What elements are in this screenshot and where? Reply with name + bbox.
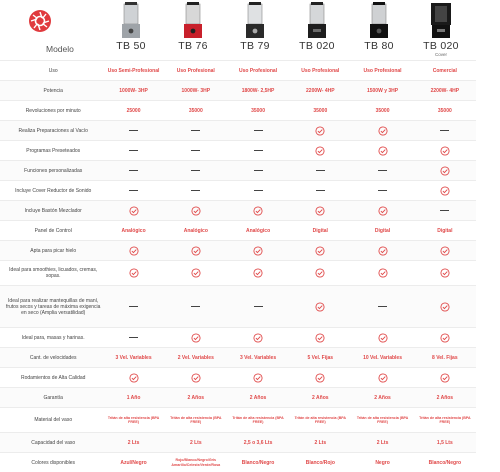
cell-dash bbox=[102, 181, 164, 201]
cell-value: Analógico bbox=[227, 221, 289, 241]
cell-value: 2 Años bbox=[351, 388, 413, 408]
check-icon bbox=[440, 146, 450, 156]
cell-dash bbox=[414, 201, 476, 221]
cell-value: 2200W- 4HP bbox=[414, 81, 476, 101]
row-label: Capacidad del vaso bbox=[0, 433, 102, 453]
table-row bbox=[0, 348, 476, 368]
cell-value: Tritán de alta resistencia (BPA FREE) bbox=[414, 408, 476, 433]
check-icon bbox=[378, 126, 388, 136]
check-icon bbox=[440, 333, 450, 343]
table-row bbox=[0, 408, 476, 433]
cell-dash bbox=[102, 328, 164, 348]
check-icon bbox=[191, 206, 201, 216]
cell-value: Analógico bbox=[102, 221, 164, 241]
row-label: Incluye Cover Reductor de Sonido bbox=[0, 181, 102, 201]
cell-value: 35000 bbox=[289, 101, 351, 121]
cell-check bbox=[227, 328, 289, 348]
cell-value: 2 Años bbox=[165, 388, 227, 408]
cell-value: 1 Año bbox=[102, 388, 164, 408]
cell-value: Tritán de alta resistencia (BPA FREE) bbox=[351, 408, 413, 433]
cell-value: Digital bbox=[351, 221, 413, 241]
table-row bbox=[0, 241, 476, 261]
table-row bbox=[0, 221, 476, 241]
check-icon bbox=[315, 206, 325, 216]
check-icon bbox=[253, 246, 263, 256]
table-row bbox=[0, 261, 476, 286]
cell-check bbox=[227, 261, 289, 286]
dash-icon bbox=[129, 170, 138, 171]
cell-check bbox=[227, 201, 289, 221]
dash-icon bbox=[440, 130, 449, 131]
cell-dash bbox=[165, 141, 227, 161]
blender-image-icon bbox=[365, 2, 393, 40]
cell-check bbox=[289, 141, 351, 161]
cell-dash bbox=[165, 121, 227, 141]
check-icon bbox=[440, 246, 450, 256]
cell-value: Uso Profesional bbox=[351, 61, 413, 81]
cell-dash bbox=[165, 181, 227, 201]
cell-value: 2,5 o 3,6 Lts bbox=[227, 433, 289, 453]
cell-check bbox=[102, 261, 164, 286]
dash-icon bbox=[191, 170, 200, 171]
check-icon bbox=[378, 206, 388, 216]
cell-check bbox=[102, 201, 164, 221]
row-label: Colores disponibles bbox=[0, 453, 102, 472]
cell-dash bbox=[227, 121, 289, 141]
product-name: TB 020 bbox=[286, 40, 348, 52]
check-icon bbox=[440, 186, 450, 196]
check-icon bbox=[378, 246, 388, 256]
cell-check bbox=[414, 286, 476, 328]
blender-image-icon bbox=[241, 2, 269, 40]
brand-logo-icon bbox=[29, 10, 51, 32]
cell-value: 5 Vel. Fijas bbox=[289, 348, 351, 368]
cell-value: 1,5 Lts bbox=[414, 433, 476, 453]
table-row bbox=[0, 101, 476, 121]
dash-icon bbox=[440, 210, 449, 211]
dash-icon bbox=[129, 150, 138, 151]
row-label: Realiza Preparaciones al Vacío bbox=[0, 121, 102, 141]
check-icon bbox=[378, 373, 388, 383]
cell-dash bbox=[351, 181, 413, 201]
table-row bbox=[0, 368, 476, 388]
dash-icon bbox=[254, 306, 263, 307]
dash-icon bbox=[191, 150, 200, 151]
cell-value: 2 Lts bbox=[289, 433, 351, 453]
check-icon bbox=[378, 146, 388, 156]
row-label: Apta para picar hielo bbox=[0, 241, 102, 261]
cell-value: Blanco/Rojo bbox=[289, 453, 351, 472]
row-label: Potencia bbox=[0, 81, 102, 101]
blender-image-icon bbox=[117, 2, 145, 40]
blender-image-icon bbox=[427, 2, 455, 40]
row-label: Programas Preseteados bbox=[0, 141, 102, 161]
check-icon bbox=[129, 246, 139, 256]
product-tb79 bbox=[224, 0, 286, 58]
product-tb50 bbox=[100, 0, 162, 58]
dash-icon bbox=[254, 190, 263, 191]
dash-icon bbox=[129, 130, 138, 131]
cell-value: Negro bbox=[351, 453, 413, 472]
cell-dash bbox=[227, 141, 289, 161]
dash-icon bbox=[378, 190, 387, 191]
table-row bbox=[0, 328, 476, 348]
check-icon bbox=[253, 373, 263, 383]
cell-value: 25000 bbox=[102, 101, 164, 121]
row-label: Incluye Bastón Mezclador bbox=[0, 201, 102, 221]
table-row bbox=[0, 201, 476, 221]
table-row bbox=[0, 61, 476, 81]
dash-icon bbox=[316, 190, 325, 191]
cell-value: 10 Vel. Variables bbox=[351, 348, 413, 368]
cell-check bbox=[165, 261, 227, 286]
cell-dash bbox=[227, 161, 289, 181]
check-icon bbox=[253, 206, 263, 216]
dash-icon bbox=[129, 337, 138, 338]
cell-value: 2 Lts bbox=[102, 433, 164, 453]
cell-value: 8 Vel. Fijas bbox=[414, 348, 476, 368]
check-icon bbox=[315, 146, 325, 156]
cell-check bbox=[165, 201, 227, 221]
check-icon bbox=[191, 268, 201, 278]
cell-check bbox=[165, 241, 227, 261]
row-label: Uso bbox=[0, 61, 102, 81]
cell-check bbox=[289, 328, 351, 348]
cell-check bbox=[351, 328, 413, 348]
check-icon bbox=[378, 333, 388, 343]
cell-check bbox=[165, 328, 227, 348]
product-tb020 bbox=[286, 0, 348, 58]
check-icon bbox=[315, 126, 325, 136]
cell-value: 1000W- 3HP bbox=[102, 81, 164, 101]
cell-check bbox=[414, 141, 476, 161]
cell-value: Tritán de alta resistencia (BPA FREE) bbox=[102, 408, 164, 433]
cell-value: 1500W y 3HP bbox=[351, 81, 413, 101]
dash-icon bbox=[191, 306, 200, 307]
cell-value: 1800W- 2,5HP bbox=[227, 81, 289, 101]
cell-value: 35000 bbox=[351, 101, 413, 121]
row-label: Panel de Control bbox=[0, 221, 102, 241]
row-label: Ideal para smoothies, licuados, cremas, sopas. bbox=[0, 261, 102, 286]
check-icon bbox=[440, 268, 450, 278]
cell-value: 2 Lts bbox=[351, 433, 413, 453]
cell-dash bbox=[165, 161, 227, 181]
table-row bbox=[0, 181, 476, 201]
cell-value: 2 Años bbox=[227, 388, 289, 408]
cell-value: Rojo/Blanco/Negro/Gris Amarillo/Celeste/Verde/Rosa bbox=[165, 453, 227, 472]
cell-check bbox=[414, 261, 476, 286]
cell-value: 2 Lts bbox=[165, 433, 227, 453]
row-label: Funciones personalizadas bbox=[0, 161, 102, 181]
cell-check bbox=[414, 161, 476, 181]
cell-dash bbox=[351, 161, 413, 181]
check-icon bbox=[129, 206, 139, 216]
cell-value: 2 Años bbox=[414, 388, 476, 408]
table-row bbox=[0, 453, 476, 472]
check-icon bbox=[129, 373, 139, 383]
product-tb020-cover bbox=[410, 0, 472, 58]
cell-dash bbox=[289, 161, 351, 181]
check-icon bbox=[129, 268, 139, 278]
cell-value: Tritán de alta resistencia (BPA FREE) bbox=[227, 408, 289, 433]
cell-value: Tritán de alta resistencia (BPA FREE) bbox=[289, 408, 351, 433]
cell-value: 2 Años bbox=[289, 388, 351, 408]
cell-dash bbox=[289, 181, 351, 201]
cell-value: 35000 bbox=[414, 101, 476, 121]
cell-value: Uso Semi-Profesional bbox=[102, 61, 164, 81]
row-label: Cant. de velocidades bbox=[0, 348, 102, 368]
dash-icon bbox=[254, 150, 263, 151]
cell-value: 35000 bbox=[165, 101, 227, 121]
dash-icon bbox=[191, 130, 200, 131]
cell-check bbox=[414, 368, 476, 388]
check-icon bbox=[315, 333, 325, 343]
cell-dash bbox=[227, 181, 289, 201]
dash-icon bbox=[378, 306, 387, 307]
check-icon bbox=[378, 268, 388, 278]
cell-value: 35000 bbox=[227, 101, 289, 121]
cell-value: Uso Profesional bbox=[227, 61, 289, 81]
cell-value: Uso Profesional bbox=[165, 61, 227, 81]
dash-icon bbox=[191, 190, 200, 191]
dash-icon bbox=[254, 130, 263, 131]
cell-dash bbox=[414, 121, 476, 141]
product-tb76 bbox=[162, 0, 224, 58]
cell-value: Digital bbox=[289, 221, 351, 241]
cell-check bbox=[227, 368, 289, 388]
product-tb80 bbox=[348, 0, 410, 58]
cell-value: Analógico bbox=[165, 221, 227, 241]
cell-dash bbox=[102, 121, 164, 141]
cell-check bbox=[227, 241, 289, 261]
row-label: Rodamientos de Alta Calidad bbox=[0, 368, 102, 388]
cell-value: 3 Vel. Variables bbox=[102, 348, 164, 368]
cell-value: Tritán de alta resistencia (BPA FREE) bbox=[165, 408, 227, 433]
cell-dash bbox=[165, 286, 227, 328]
blender-image-icon bbox=[303, 2, 331, 40]
cell-check bbox=[414, 181, 476, 201]
check-icon bbox=[191, 373, 201, 383]
check-icon bbox=[253, 268, 263, 278]
cell-value: 2 Vel. Variables bbox=[165, 348, 227, 368]
cell-check bbox=[351, 261, 413, 286]
cell-value: Comercial bbox=[414, 61, 476, 81]
cell-dash bbox=[102, 161, 164, 181]
cell-dash bbox=[102, 286, 164, 328]
product-name: TB 79 bbox=[224, 40, 286, 52]
table-row bbox=[0, 161, 476, 181]
product-name: TB 50 bbox=[100, 40, 162, 52]
check-icon bbox=[253, 333, 263, 343]
check-icon bbox=[315, 373, 325, 383]
cell-check bbox=[351, 201, 413, 221]
cell-check bbox=[351, 368, 413, 388]
cell-check bbox=[414, 328, 476, 348]
cell-check bbox=[351, 241, 413, 261]
table-row bbox=[0, 388, 476, 408]
product-sub: Cover bbox=[410, 52, 472, 57]
cell-check bbox=[102, 241, 164, 261]
table-row bbox=[0, 81, 476, 101]
cell-check bbox=[289, 368, 351, 388]
check-icon bbox=[440, 373, 450, 383]
cell-check bbox=[351, 121, 413, 141]
header-row bbox=[0, 0, 500, 58]
table-row bbox=[0, 121, 476, 141]
cell-check bbox=[289, 261, 351, 286]
blender-image-icon bbox=[179, 2, 207, 40]
row-label: Ideal para realizar mantequillas de maní, frutos secos y tareas de máxima exigencia en seco (Amplia versatilidad) bbox=[0, 286, 102, 328]
cell-value: Uso Profesional bbox=[289, 61, 351, 81]
cell-dash bbox=[351, 286, 413, 328]
cell-value: 1000W- 3HP bbox=[165, 81, 227, 101]
table-row bbox=[0, 141, 476, 161]
table-row bbox=[0, 433, 476, 453]
cell-dash bbox=[227, 286, 289, 328]
check-icon bbox=[440, 302, 450, 312]
model-label: Modelo bbox=[46, 44, 74, 54]
check-icon bbox=[315, 302, 325, 312]
product-name: TB 020 bbox=[410, 40, 472, 52]
cell-check bbox=[414, 241, 476, 261]
check-icon bbox=[315, 268, 325, 278]
check-icon bbox=[315, 246, 325, 256]
cell-check bbox=[289, 121, 351, 141]
cell-value: Blanco/Negro bbox=[414, 453, 476, 472]
dash-icon bbox=[378, 170, 387, 171]
cell-check bbox=[289, 241, 351, 261]
cell-value: 3 Vel. Variables bbox=[227, 348, 289, 368]
table-row bbox=[0, 286, 476, 328]
product-name: TB 80 bbox=[348, 40, 410, 52]
check-icon bbox=[191, 333, 201, 343]
dash-icon bbox=[254, 170, 263, 171]
spec-table bbox=[0, 60, 476, 472]
dash-icon bbox=[316, 170, 325, 171]
row-label: Material del vaso bbox=[0, 408, 102, 433]
cell-value: 2200W- 4HP bbox=[289, 81, 351, 101]
cell-value: Azul/Negro bbox=[102, 453, 164, 472]
cell-value: Digital bbox=[414, 221, 476, 241]
cell-value: Blanco/Negro bbox=[227, 453, 289, 472]
dash-icon bbox=[129, 306, 138, 307]
check-icon bbox=[440, 166, 450, 176]
cell-check bbox=[289, 201, 351, 221]
row-label: Revoluciones por minuto bbox=[0, 101, 102, 121]
row-label: Garantía bbox=[0, 388, 102, 408]
cell-check bbox=[351, 141, 413, 161]
check-icon bbox=[191, 246, 201, 256]
dash-icon bbox=[129, 190, 138, 191]
product-name: TB 76 bbox=[162, 40, 224, 52]
cell-check bbox=[102, 368, 164, 388]
row-label: Ideal para, masas y harinas. bbox=[0, 328, 102, 348]
cell-check bbox=[165, 368, 227, 388]
cell-dash bbox=[102, 141, 164, 161]
cell-check bbox=[289, 286, 351, 328]
